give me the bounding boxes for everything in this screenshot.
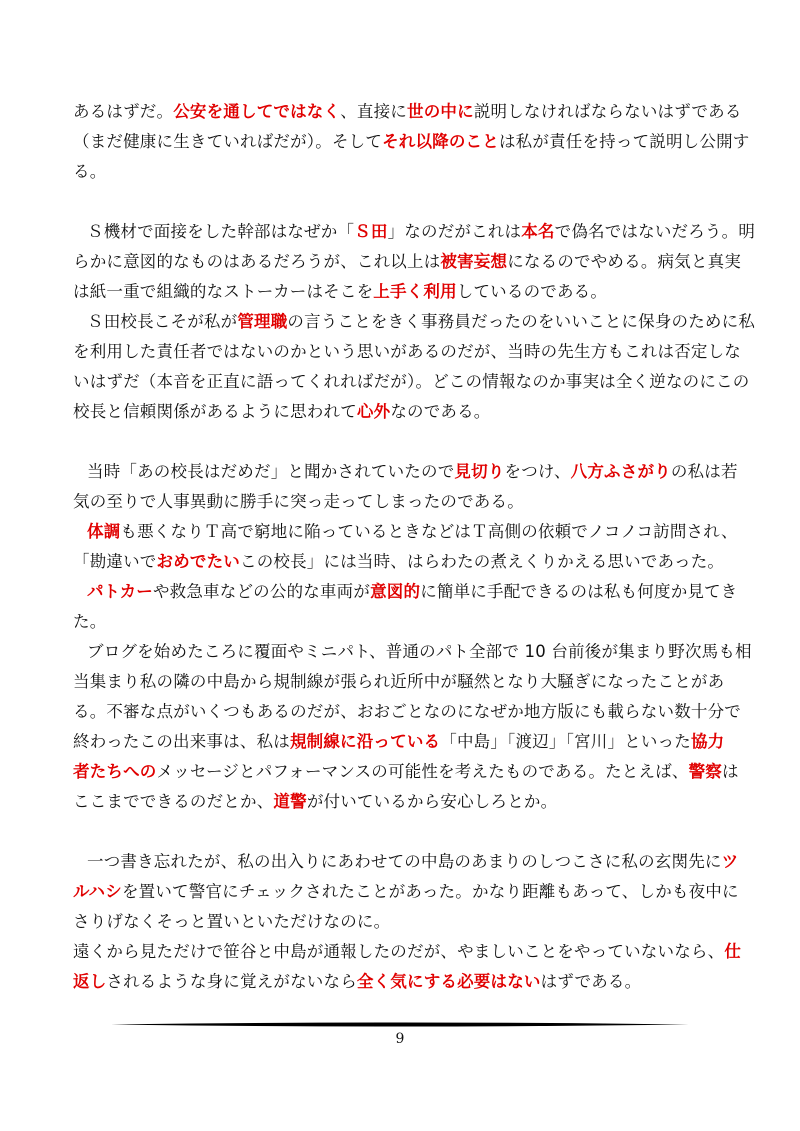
text-segment: ここまでできるのだとか、 <box>73 792 274 811</box>
text-segment: 説明しなければならないはずである <box>473 102 742 121</box>
text-line <box>73 402 733 422</box>
highlighted-phrase: 意図的 <box>370 582 421 601</box>
highlighted-phrase: 規制線に沿っている <box>289 732 441 751</box>
text-segment: や救急車などの公的な車両が <box>152 582 371 601</box>
text-segment: の言うことをきく事務員だったのをいいことに保身のために私 <box>287 312 756 331</box>
text-segment: さりげなくそっと置いといただけなのに。 <box>73 912 391 931</box>
highlighted-phrase: 協力 <box>690 732 725 751</box>
text-line <box>73 942 742 962</box>
text-line <box>73 222 756 242</box>
highlighted-phrase: パトカー <box>87 582 153 601</box>
text-segment: を利用した責任者ではないのかという思いがあるのだが、当時の先生方もこれは否定しな <box>73 342 741 361</box>
text-segment: はずである。 <box>540 972 642 991</box>
highlighted-phrase: 者たちへの <box>73 762 157 781</box>
text-line <box>73 102 742 122</box>
text-segment: 」なのだがこれは <box>387 222 522 241</box>
text-line <box>73 462 747 482</box>
text-segment: も悪くなりＴ高で窮地に陥っているときなどはＴ高側の依頼でノコノコ訪問され、 <box>120 522 738 541</box>
highlighted-phrase: 上手く利用 <box>373 282 457 301</box>
text-line <box>73 702 741 722</box>
highlighted-phrase: 警察 <box>688 762 722 781</box>
text-segment: をつけ、 <box>504 462 571 481</box>
text-segment: に簡単に手配できるのは私も何度か見てき <box>420 582 738 601</box>
text-segment: いはずだ（本音を正直に語ってくれればだが）。どこの情報なのか事実は全く逆なのにこの <box>73 372 750 391</box>
text-segment: この校長」には当時、はらわたの煮えくりかえる思いであった。 <box>240 552 725 571</box>
text-segment: 遠くから見ただけで笹谷と中島が通報したのだが、やましいことをやっていないなら、 <box>73 942 725 961</box>
text-line <box>73 312 756 332</box>
text-segment: 終わったこの出来事は、私は <box>73 732 290 751</box>
text-line <box>73 282 733 302</box>
text-segment: で偽名ではないだろう。明 <box>554 222 756 241</box>
highlighted-phrase: 心外 <box>356 402 391 421</box>
text-segment: 一つ書き忘れたが、私の出入りにあわせての中島のあまりのしつこさに私の玄関先に <box>87 852 722 871</box>
text-segment: が付いているから安心しろとか。 <box>306 792 558 811</box>
page-number: 9 <box>395 1031 405 1047</box>
text-segment: 当時「あの校長はだめだ」と聞かされていたので <box>87 462 455 481</box>
text-line <box>73 672 733 692</box>
highlighted-phrase: 本名 <box>521 222 555 241</box>
text-segment: は私が責任を持って説明し公開す <box>498 132 750 151</box>
highlighted-phrase: 道警 <box>273 792 307 811</box>
text-segment: 校長と信頼関係があるように思われて <box>73 402 357 421</box>
highlighted-phrase: おめでたい <box>156 552 240 571</box>
highlighted-phrase: 公安を通してではなく <box>173 102 341 121</box>
text-segment: た。 <box>73 612 107 631</box>
text-line <box>73 342 741 362</box>
text-segment: 、直接に <box>340 102 408 121</box>
text-line <box>73 972 733 992</box>
text-segment: る。不審な点がいくつもあるのだが、おおごとなのになぜか地方版にも載らない数十分で <box>73 702 741 721</box>
text-segment: メッセージとパフォーマンスの可能性を考えたものである。たとえば、 <box>156 762 689 781</box>
text-segment: （まだ健康に生きていればだが）。そして <box>73 132 383 151</box>
highlighted-phrase: それ以降のこと <box>382 132 499 151</box>
highlighted-phrase: 被害妄想 <box>440 252 508 271</box>
text-line <box>73 552 733 572</box>
text-segment: は <box>722 762 739 781</box>
highlighted-phrase: 返し <box>73 972 107 991</box>
text-segment: あるはずだ。 <box>73 102 174 121</box>
highlighted-phrase: ルハシ <box>73 882 122 901</box>
text-line <box>73 792 733 812</box>
text-line <box>73 522 747 542</box>
text-line <box>73 582 747 602</box>
text-line <box>73 912 733 932</box>
text-segment: を置いて警官にチェックされたことがあった。かなり距離もあって、しかも夜中に <box>121 882 739 901</box>
text-line <box>73 162 733 182</box>
text-segment: 当集まり私の隣の中島から規制線が張られ近所中が騒然となり大騒ぎになったことがあ <box>73 672 725 691</box>
text-line <box>73 882 739 902</box>
text-line <box>73 852 747 872</box>
text-segment: る。 <box>73 162 107 181</box>
text-line <box>73 372 750 392</box>
footer-rule <box>111 1022 689 1027</box>
text-segment: なのである。 <box>390 402 491 421</box>
text-segment: Ｓ機材で面接をした幹部はなぜか「 <box>87 222 355 241</box>
text-segment: 気の至りで人事異動に勝手に突っ走ってしまったのである。 <box>73 492 524 511</box>
highlighted-phrase: Ｓ田 <box>354 222 388 241</box>
text-segment: の私は若 <box>670 462 738 481</box>
text-line <box>73 492 733 512</box>
text-segment: ブログを始めたころに覆面やミニパト、普通のパト全部で 10 台前後が集まり野次馬も相 <box>87 642 752 661</box>
highlighted-phrase: 仕 <box>724 942 742 961</box>
text-segment: は紙一重で組織的なストーカーはそこを <box>73 282 374 301</box>
text-line <box>73 642 752 662</box>
text-segment: されるような身に覚えがないなら <box>106 972 357 991</box>
highlighted-phrase: 八方ふさがり <box>570 462 671 481</box>
text-line <box>73 762 739 782</box>
highlighted-phrase: 体調 <box>87 522 121 541</box>
text-segment: 「中島」「渡辺」「宮川」といった <box>440 732 691 751</box>
text-line <box>73 252 742 272</box>
highlighted-phrase: ツ <box>721 852 739 871</box>
text-segment: しているのである。 <box>456 282 608 301</box>
highlighted-phrase: 全く気にする必要はない <box>356 972 541 991</box>
highlighted-phrase: 世の中に <box>407 102 474 121</box>
text-segment: 「勘違いで <box>73 552 157 571</box>
text-line <box>73 132 750 152</box>
text-segment: Ｓ田校長こそが私が <box>87 312 238 331</box>
text-line <box>73 732 733 752</box>
text-segment: になるのでやめる。病気と真実 <box>507 252 742 271</box>
highlighted-phrase: 管理職 <box>237 312 288 331</box>
text-segment: らかに意図的なものはあるだろうが、これ以上は <box>73 252 441 271</box>
highlighted-phrase: 見切り <box>454 462 505 481</box>
text-line <box>73 612 733 632</box>
